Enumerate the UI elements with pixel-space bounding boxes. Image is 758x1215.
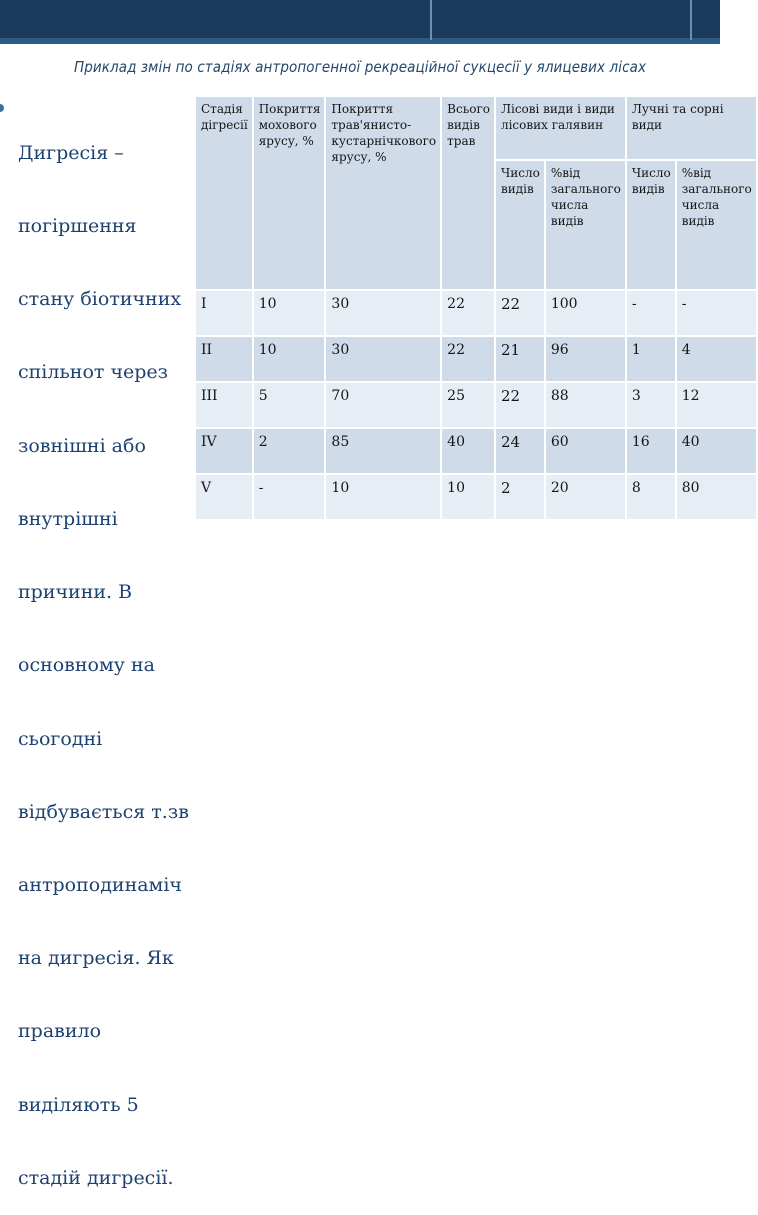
cell-forest-count: 22: [495, 290, 545, 336]
header-meadow-count: Число видів: [626, 160, 676, 290]
slide-title: Приклад змін по стадіях антропогенної рекреаційної сукцесії у ялицевих лісах: [73, 58, 647, 76]
bullet-line: зовнішні або: [18, 434, 146, 457]
cell-meadow-count: 1: [626, 336, 676, 382]
header-meadow-species: Лучні та сорні види: [626, 97, 757, 160]
header-stage: Стадія дігресії: [196, 97, 253, 290]
cell-stage: III: [196, 382, 253, 428]
bullet-line: Дигресія –: [18, 141, 124, 164]
cell-stage: V: [196, 474, 253, 520]
succession-table: [196, 97, 758, 521]
top-banner-fill: [0, 0, 720, 38]
bullet-text: [18, 92, 200, 1215]
header-forest-species: Лісові види і види лісових галявин: [495, 97, 626, 160]
header-forest-percent: %від загального числа видів: [545, 160, 626, 290]
top-banner-divider: [430, 0, 432, 40]
cell-total: 22: [441, 336, 495, 382]
bullet-line: стану біотичних: [18, 288, 182, 311]
cell-meadow-percent: 80: [676, 474, 757, 520]
bullet-line: стадій дигресії.: [18, 1166, 174, 1189]
table-header-row: [196, 97, 757, 160]
cell-forest-count: 24: [495, 428, 545, 474]
cell-meadow-count: 3: [626, 382, 676, 428]
table-row: [196, 336, 757, 382]
top-banner-stripe: [0, 38, 720, 44]
cell-meadow-percent: 4: [676, 336, 757, 382]
header-grass-cover: Покриття трав'янисто-кустарнічкового ярусу, %: [325, 97, 441, 290]
table-row: [196, 428, 757, 474]
header-forest-count: Число видів: [495, 160, 545, 290]
table-row: [196, 290, 757, 336]
cell-forest-percent: 96: [545, 336, 626, 382]
cell-grass: 30: [325, 290, 441, 336]
cell-meadow-count: -: [626, 290, 676, 336]
cell-moss: 5: [253, 382, 326, 428]
cell-forest-percent: 60: [545, 428, 626, 474]
top-banner-divider: [690, 0, 692, 40]
cell-total: 22: [441, 290, 495, 336]
bullet-line: внутрішні: [18, 507, 118, 530]
cell-stage: II: [196, 336, 253, 382]
cell-stage: I: [196, 290, 253, 336]
cell-grass: 30: [325, 336, 441, 382]
cell-meadow-percent: -: [676, 290, 757, 336]
top-banner: [0, 0, 720, 38]
cell-forest-percent: 100: [545, 290, 626, 336]
bullet-icon: [0, 104, 4, 112]
bullet-line: відбувається т.зв: [18, 800, 189, 823]
cell-grass: 10: [325, 474, 441, 520]
header-moss-cover: Покриття мохового ярусу, %: [253, 97, 326, 290]
cell-total: 25: [441, 382, 495, 428]
cell-forest-percent: 88: [545, 382, 626, 428]
bullet-line: причини. В: [18, 581, 133, 604]
bullet-line: спільнот через: [18, 361, 169, 384]
cell-moss: 2: [253, 428, 326, 474]
cell-moss: -: [253, 474, 326, 520]
cell-stage: IV: [196, 428, 253, 474]
bullet-line: погіршення: [18, 215, 137, 238]
bullet-line: сьогодні: [18, 727, 103, 750]
header-meadow-percent: %від загального числа видів: [676, 160, 757, 290]
cell-forest-count: 21: [495, 336, 545, 382]
bullet-line: антроподинаміч: [18, 874, 182, 896]
cell-meadow-percent: 12: [676, 382, 757, 428]
cell-total: 10: [441, 474, 495, 520]
bullet-line: правило: [18, 1020, 102, 1043]
cell-moss: 10: [253, 336, 326, 382]
table-row: [196, 474, 757, 520]
table-row: [196, 382, 757, 428]
cell-meadow-percent: 40: [676, 428, 757, 474]
cell-meadow-count: 16: [626, 428, 676, 474]
cell-forest-percent: 20: [545, 474, 626, 520]
cell-moss: 10: [253, 290, 326, 336]
bullet-line: на дигресія. Як: [18, 947, 174, 970]
cell-meadow-count: 8: [626, 474, 676, 520]
cell-grass: 70: [325, 382, 441, 428]
bullet-line: основному на: [18, 654, 155, 677]
cell-total: 40: [441, 428, 495, 474]
cell-forest-count: 2: [495, 474, 545, 520]
cell-grass: 85: [325, 428, 441, 474]
bullet-line: виділяють 5: [18, 1093, 139, 1116]
cell-forest-count: 22: [495, 382, 545, 428]
header-total-species: Всього видів трав: [441, 97, 495, 290]
